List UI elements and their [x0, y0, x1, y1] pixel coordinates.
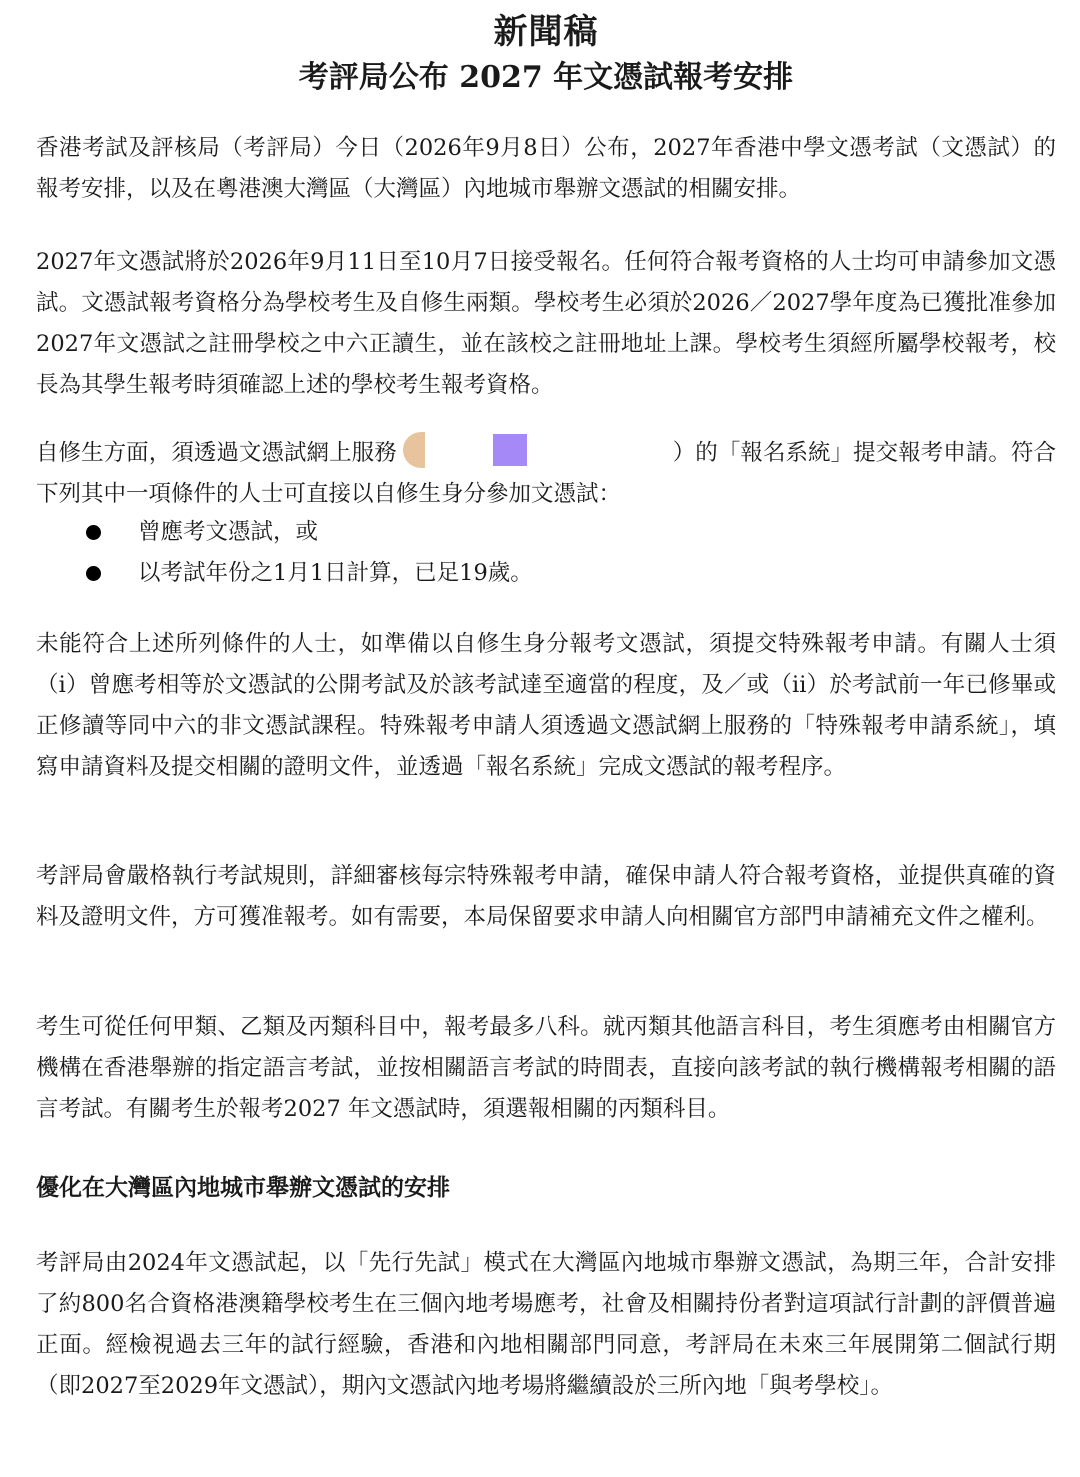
- paragraph-announcement: 香港考試及評核局（考評局）今日（2026年9月8日）公布，2027年香港中學文憑考試（文憑試）的報考安排，以及在粵港澳大灣區（大灣區）內地城市舉辦文憑試的相關安排。: [36, 135, 1056, 202]
- eligibility-list: [36, 512, 1056, 594]
- bullet-icon: [86, 566, 101, 581]
- redaction-mark-peach: [403, 432, 425, 468]
- document-subtitle: 考評局公布 2027 年文憑試報考安排: [298, 60, 794, 95]
- section-heading-gba: 優化在大灣區內地城市舉辦文憑試的安排: [36, 1174, 450, 1201]
- list-item: [36, 512, 1056, 553]
- paragraph-application-period: 2027年文憑試將於2026年9月11日至10月7日接受報名。任何符合報考資格的人士均可申請參加文憑試。文憑試報考資格分為學校考生及自修生兩類。學校考生必須於2026／2027學年度為已獲批准參加2027年文憑試之註冊學校之中六正讀生，並在該校之註冊地址上課。學校考生須經所屬學校報考，校長為其學生報考時須確認上述的學校考生報考資格。: [36, 249, 1056, 398]
- paragraph-verification: 考評局會嚴格執行考試規則，詳細審核每宗特殊報考申請，確保申請人符合報考資格，並提供真確的資料及證明文件，方可獲准報考。如有需要，本局保留要求申請人向相關官方部門申請補充文件之權利。: [36, 863, 1056, 930]
- bullet-icon: [86, 525, 101, 540]
- private-candidates-text-end: ）的「報名系統」提交報考申請。符合下列其中一項條件的人士可直接以自修生身分參加文憑試：: [36, 440, 1056, 507]
- redaction-mark-violet: [493, 434, 527, 466]
- private-candidates-text-start: 自修生方面，須透過文憑試網上服務: [36, 440, 397, 466]
- document-title: 新聞稿: [493, 12, 599, 52]
- paragraph-subjects: 考生可從任何甲類、乙類及丙類科目中，報考最多八科。就丙類其他語言科目，考生須應考由相關官方機構在香港舉辦的指定語言考試，並按相關語言考試的時間表，直接向該考試的執行機構報考相關的語言考試。有關考生於報考2027 年文憑試時，須選報相關的丙類科目。: [36, 1014, 1056, 1122]
- list-item-text: 以考試年份之1月1日計算，已足19歲。: [138, 560, 533, 586]
- paragraph-gba-arrangement: 考評局由2024年文憑試起，以「先行先試」模式在大灣區內地城市舉辦文憑試，為期三年，合計安排了約800名合資格港澳籍學校考生在三個內地考場應考，社會及相關持份者對這項試行計劃的評價普遍正面。經檢視過去三年的試行經驗，香港和內地相關部門同意，考評局在未來三年展開第二個試行期（即2027至2029年文憑試），期內文憑試內地考場將繼續設於三所內地「與考學校」。: [36, 1250, 1056, 1399]
- paragraph-special-application: 未能符合上述所列條件的人士，如準備以自修生身分報考文憑試，須提交特殊報考申請。有關人士須（i）曾應考相等於文憑試的公開考試及於該考試達至適當的程度，及／或（ii）於考試前一年已修畢或正修讀等同中六的非文憑試課程。特殊報考申請人須透過文憑試網上服務的「特殊報考申請系統」，填寫申請資料及提交相關的證明文件，並透過「報名系統」完成文憑試的報考程序。: [36, 631, 1056, 780]
- list-item-text: 曾應考文憑試，或: [138, 519, 319, 545]
- paragraph-private-candidates: [36, 432, 1056, 515]
- list-item: [36, 553, 1056, 594]
